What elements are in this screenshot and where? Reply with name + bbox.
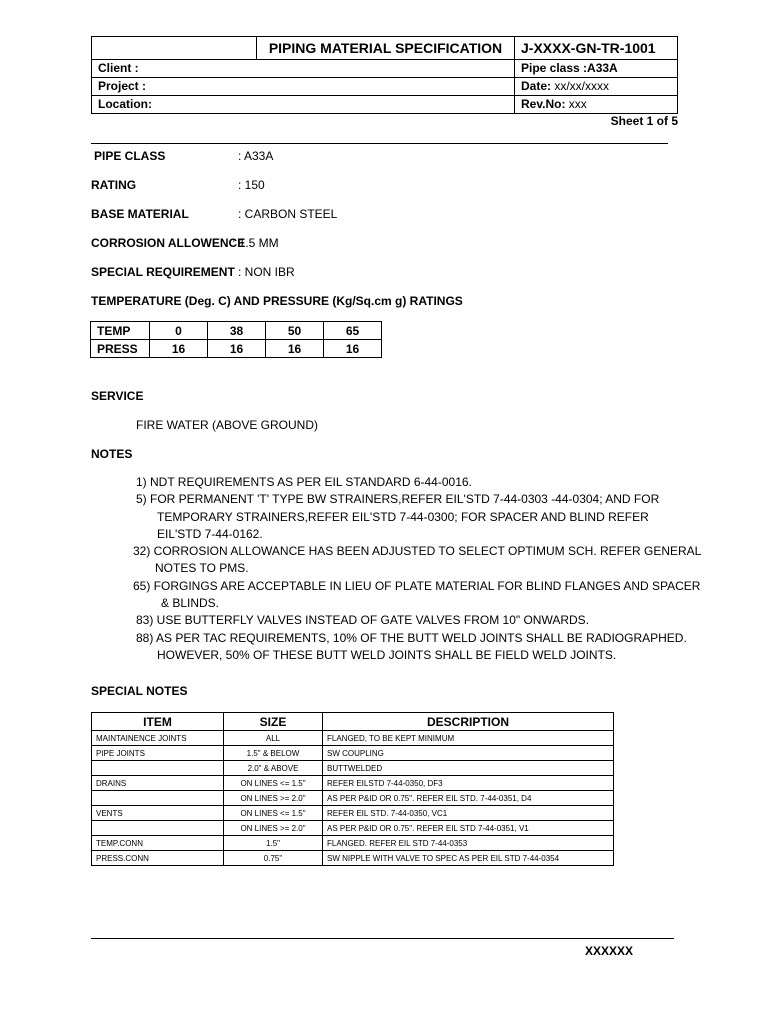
table-row — [92, 791, 614, 806]
description-cell: FLANGED, TO BE KEPT MINIMUM — [323, 731, 614, 746]
description-cell: BUTTWELDED — [323, 761, 614, 776]
size-cell: ON LINES >= 2.0" — [224, 821, 323, 836]
pipe-class-value: : A33A — [238, 149, 274, 163]
description-cell: FLANGED. REFER EIL STD 7-44-0353 — [323, 836, 614, 851]
pipe-class-label: PIPE CLASS — [94, 149, 166, 163]
document-title: PIPING MATERIAL SPECIFICATION — [257, 37, 515, 60]
sheet-number: Sheet 1 of 5 — [610, 114, 678, 128]
project-label: Project : — [92, 78, 515, 96]
size-cell: ON LINES <= 1.5" — [224, 806, 323, 821]
table-row — [92, 851, 614, 866]
size-cell: ON LINES >= 2.0" — [224, 791, 323, 806]
temp-row — [91, 322, 382, 340]
base-material-value: : CARBON STEEL — [238, 207, 338, 221]
table-row — [92, 806, 614, 821]
revision-value: xxx — [568, 97, 587, 111]
temp-value: 65 — [324, 322, 382, 340]
size-cell: 1.5" — [224, 836, 323, 851]
item-cell: MAINTAINENCE JOINTS — [92, 731, 224, 746]
corrosion-allowance-value: : 1.5 MM — [232, 236, 279, 250]
date-cell — [515, 78, 678, 96]
note-item: & BLINDS. — [161, 596, 220, 610]
special-notes-heading: SPECIAL NOTES — [91, 684, 188, 698]
item-cell: VENTS — [92, 806, 224, 821]
column-header-description: DESCRIPTION — [323, 713, 614, 731]
press-row — [91, 340, 382, 358]
top-divider — [91, 143, 668, 144]
description-cell: AS PER P&ID OR 0.75". REFER EIL STD 7-44-0351, V1 — [323, 821, 614, 836]
header-table — [91, 36, 678, 114]
pipe-class-header: Pipe class :A33A — [515, 60, 678, 78]
size-cell: 2.0" & ABOVE — [224, 761, 323, 776]
temp-value: 38 — [208, 322, 266, 340]
note-item: 83) USE BUTTERFLY VALVES INSTEAD OF GATE VALVES FROM 10" ONWARDS. — [136, 613, 590, 627]
table-row — [92, 776, 614, 791]
rating-label: RATING — [91, 178, 137, 192]
press-value: 16 — [324, 340, 382, 358]
bottom-divider — [91, 938, 674, 939]
item-cell: PIPE JOINTS — [92, 746, 224, 761]
location-label: Location: — [92, 96, 515, 114]
header-blank-cell — [92, 37, 257, 60]
press-value: 16 — [150, 340, 208, 358]
size-cell: 0.75" — [224, 851, 323, 866]
item-cell: TEMP.CONN — [92, 836, 224, 851]
date-label: Date: — [521, 79, 555, 93]
base-material-label: BASE MATERIAL — [91, 207, 189, 221]
notes-heading: NOTES — [91, 447, 133, 461]
column-header-item: ITEM — [92, 713, 224, 731]
description-cell: REFER EIL STD. 7-44-0350, VC1 — [323, 806, 614, 821]
temp-value: 50 — [266, 322, 324, 340]
note-item: 65) FORGINGS ARE ACCEPTABLE IN LIEU OF PLATE MATERIAL FOR BLIND FLANGES AND SPACER — [133, 579, 701, 593]
footer-code: XXXXXX — [584, 944, 633, 958]
table-row — [92, 836, 614, 851]
description-cell: REFER EILSTD 7-44-0350, DF3 — [323, 776, 614, 791]
temp-pressure-heading: TEMPERATURE (Deg. C) AND PRESSURE (Kg/Sq.cm g) RATINGS — [91, 294, 463, 308]
size-cell: 1.5" & BELOW — [224, 746, 323, 761]
note-item: HOWEVER, 50% OF THESE BUTT WELD JOINTS SHALL BE FIELD WELD JOINTS. — [157, 648, 617, 662]
column-header-size: SIZE — [224, 713, 323, 731]
item-cell — [92, 761, 224, 776]
note-item: 88) AS PER TAC REQUIREMENTS, 10% OF THE BUTT WELD JOINTS SHALL BE RADIOGRAPHED. — [136, 631, 687, 645]
special-requirement-value: : NON IBR — [238, 265, 295, 279]
date-value: xx/xx/xxxx — [554, 79, 610, 93]
note-item: 32) CORROSION ALLOWANCE HAS BEEN ADJUSTED TO SELECT OPTIMUM SCH. REFER GENERAL — [133, 544, 702, 558]
item-cell — [92, 791, 224, 806]
temp-value: 0 — [150, 322, 208, 340]
description-cell: SW NIPPLE WITH VALVE TO SPEC AS PER EIL STD 7-44-0354 — [323, 851, 614, 866]
revision-cell — [515, 96, 678, 114]
item-cell — [92, 821, 224, 836]
table-row — [92, 761, 614, 776]
description-cell: AS PER P&ID OR 0.75". REFER EIL STD. 7-44-0351, D4 — [323, 791, 614, 806]
press-label: PRESS — [91, 340, 150, 358]
corrosion-allowance-label: CORROSION ALLOWENCE — [91, 236, 246, 250]
item-cell: DRAINS — [92, 776, 224, 791]
size-cell: ON LINES <= 1.5" — [224, 776, 323, 791]
table-row — [92, 821, 614, 836]
note-item: 1) NDT REQUIREMENTS AS PER EIL STANDARD 6-44-0016. — [136, 475, 472, 489]
document-number: J-XXXX-GN-TR-1001 — [515, 37, 678, 60]
temp-pressure-table — [90, 321, 382, 358]
service-heading: SERVICE — [91, 389, 144, 403]
note-item: EIL'STD 7-44-0162. — [157, 527, 263, 541]
note-item: NOTES TO PMS. — [155, 561, 249, 575]
rating-value: : 150 — [238, 178, 265, 192]
temp-label: TEMP — [91, 322, 150, 340]
table-row — [92, 731, 614, 746]
note-item: TEMPORARY STRAINERS,REFER EIL'STD 7-44-0300; FOR SPACER AND BLIND REFER — [157, 510, 649, 524]
press-value: 16 — [266, 340, 324, 358]
description-cell: SW COUPLING — [323, 746, 614, 761]
revision-label: Rev.No: — [521, 97, 569, 111]
note-item: 5) FOR PERMANENT 'T' TYPE BW STRAINERS,REFER EIL'STD 7-44-0303 -44-0304; AND FOR — [136, 492, 660, 506]
table-header-row — [92, 713, 614, 731]
press-value: 16 — [208, 340, 266, 358]
size-cell: ALL — [224, 731, 323, 746]
special-notes-table — [91, 712, 614, 866]
client-label: Client : — [92, 60, 515, 78]
special-requirement-label: SPECIAL REQUIREMENT — [91, 265, 235, 279]
service-value: FIRE WATER (ABOVE GROUND) — [136, 418, 319, 432]
item-cell: PRESS.CONN — [92, 851, 224, 866]
table-row — [92, 746, 614, 761]
